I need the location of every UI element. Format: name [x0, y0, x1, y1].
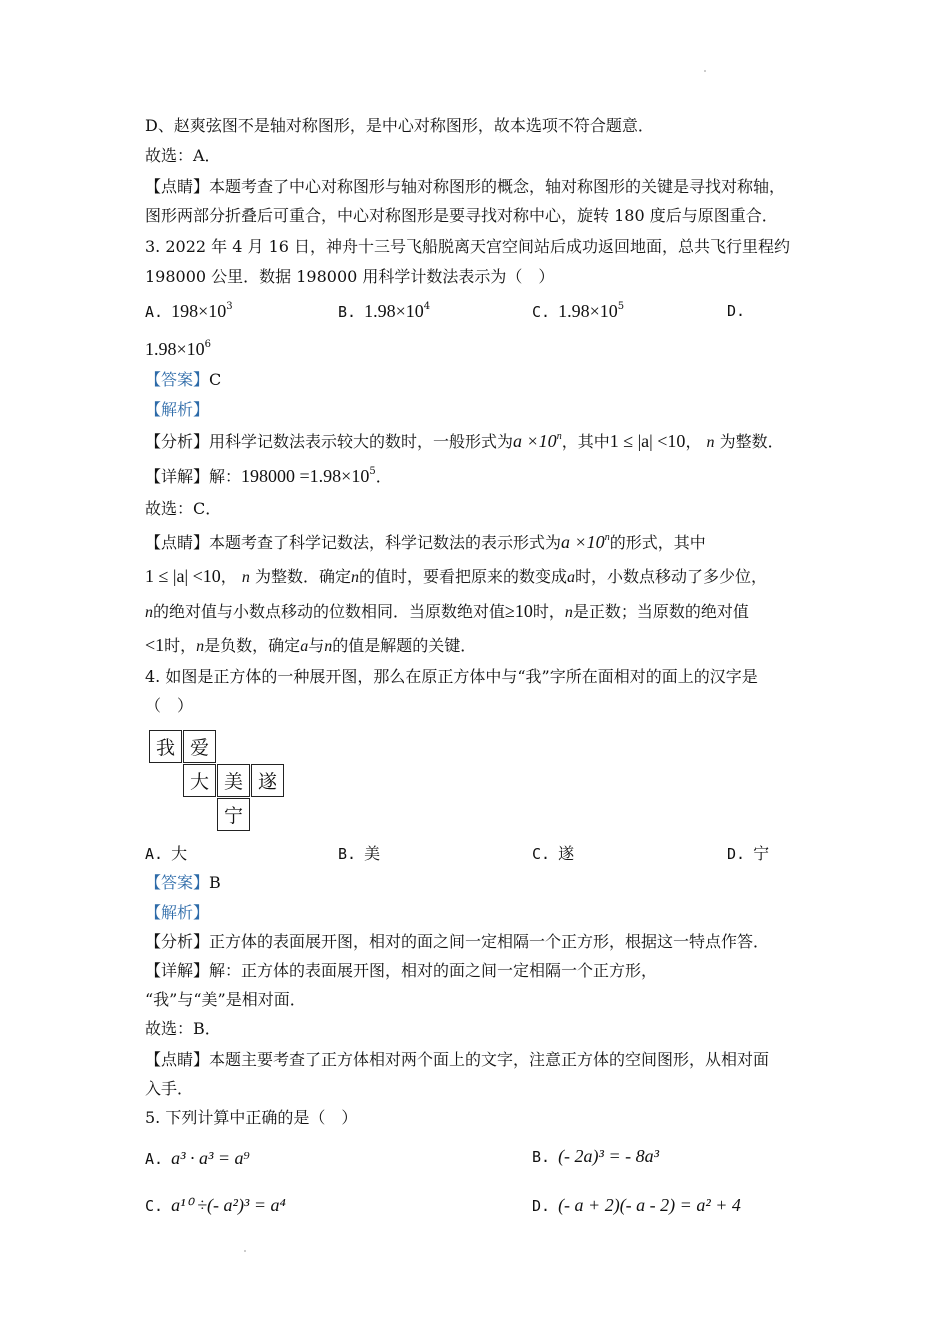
var-n: n	[241, 569, 250, 586]
option-b	[338, 300, 430, 323]
option-mark: C.	[145, 1197, 164, 1215]
cube-face: 美	[217, 764, 250, 797]
text-span: 是负数，确定	[204, 636, 301, 655]
text-line: 图形两部分折叠后可重合，中心对称图形是要寻找对称中心，旋转 180 度后与原图重合．	[145, 206, 778, 225]
text-line: 入手．	[145, 1079, 194, 1098]
var-n: n	[564, 604, 573, 621]
text-span: ，	[685, 432, 702, 451]
option-mark: B.	[338, 845, 357, 863]
option-d	[532, 1194, 741, 1217]
option-text: 宁	[753, 844, 770, 863]
text-span: 用科学记数法表示较大的数时，一般形式为	[209, 432, 514, 451]
option-formula: (- 2a)³ = - 8a³	[558, 1146, 659, 1166]
cube-face: 大	[183, 764, 216, 797]
option-a	[145, 1147, 250, 1170]
option-formula: 198×10	[171, 301, 227, 321]
exponent: 5	[617, 301, 625, 312]
option-formula: 1.98×10	[145, 339, 205, 359]
option-mark: A.	[145, 845, 164, 863]
var-a: a	[566, 569, 575, 586]
jiexi-tag: 【解析】	[145, 400, 210, 419]
option-d-formula	[145, 338, 211, 361]
option-b	[532, 1145, 659, 1168]
var-n: n	[196, 638, 205, 655]
option-mark: D.	[727, 302, 746, 320]
dianjing-tag: 【点睛】	[145, 177, 210, 196]
cube-face: 爱	[183, 730, 216, 763]
answer-line	[145, 369, 221, 391]
formula: ≥10	[505, 601, 533, 621]
exponent: 3	[226, 301, 233, 312]
cube-face: 遂	[251, 764, 284, 797]
dianjing-line	[145, 600, 749, 624]
option-formula: 1.98×10	[558, 301, 618, 321]
text-span: 的绝对值与小数点移动的位数相同．当原数绝对值	[153, 602, 506, 621]
answer-tag: 【答案】	[145, 873, 210, 892]
text-line: 故选：C．	[145, 499, 222, 518]
var-n: n	[145, 604, 153, 621]
text-span: 的形式，其中	[609, 533, 706, 552]
formula-text: a ×10	[513, 431, 557, 451]
var-n: n	[350, 569, 359, 586]
option-c	[145, 1194, 286, 1217]
option-a	[145, 843, 187, 865]
text-span: 本题考查了中心对称图形与轴对称图形的概念，轴对称图形的关键是寻找对称轴，	[209, 177, 786, 196]
var-a: a	[300, 638, 309, 655]
text-span: 为整数．	[719, 432, 784, 451]
option-d	[727, 300, 753, 322]
text-span: 解：	[209, 467, 242, 486]
exponent: 5	[369, 466, 376, 477]
analysis-line	[145, 931, 769, 953]
text-span: 解：正方体的表面展开图，相对的面之间一定相隔一个正方形，	[209, 961, 658, 980]
text-span: ，	[220, 567, 237, 586]
option-d	[727, 843, 769, 865]
text-span: 时，	[164, 636, 197, 655]
question-3-stem: 198000 公里．数据 198000 用科学计数法表示为（ ）	[145, 267, 555, 286]
formula-text: a ×10	[561, 532, 605, 552]
var-n: n	[706, 434, 715, 451]
detail-line	[145, 960, 657, 982]
dianjing-tag: 【点睛】	[145, 1050, 210, 1069]
option-a	[145, 300, 233, 323]
text-line: 故选：A．	[145, 146, 221, 165]
text-span: 的值时，要看把原来的数变成	[358, 567, 567, 586]
option-formula: a¹⁰ ÷(- a²)³ = a⁴	[171, 1195, 286, 1215]
text-line	[145, 176, 785, 198]
option-formula: (- a + 2)(- a - 2) = a² + 4	[558, 1195, 741, 1215]
option-mark: D.	[532, 1197, 551, 1215]
text-span: 时，	[532, 602, 565, 621]
text-span: 为整数．确定	[254, 567, 351, 586]
option-c	[532, 843, 574, 865]
option-mark: D.	[727, 845, 746, 863]
answer-line	[145, 872, 221, 894]
analysis-tag: 【分析】	[145, 432, 210, 451]
dianjing-line	[145, 1049, 769, 1071]
scan-dot	[244, 1250, 246, 1252]
formula-range: 1 ≤ |a| <10	[145, 566, 221, 586]
text-line: D、赵爽弦图不是轴对称图形，是中心对称图形，故本选项不符合题意．	[145, 116, 654, 135]
text-span: 是正数；当原数的绝对值	[572, 602, 749, 621]
answer-value: C	[209, 370, 222, 389]
option-mark: C.	[532, 845, 551, 863]
var-n: n	[324, 638, 333, 655]
option-mark: A.	[145, 1150, 164, 1168]
question-4-stem: （ ）	[145, 696, 194, 715]
formula: 198000 =1.98×10	[241, 466, 370, 486]
option-mark: C.	[532, 303, 551, 321]
option-text: 美	[364, 844, 381, 863]
formula-range: 1 ≤ |a| <10	[609, 431, 686, 451]
analysis-line	[145, 430, 784, 454]
exponent: 4	[423, 301, 431, 312]
text-span: 正方体的表面展开图，相对的面之间一定相隔一个正方形，根据这一特点作答．	[209, 932, 770, 951]
exponent: 6	[204, 339, 212, 350]
exponent: n	[604, 532, 610, 543]
option-mark: B.	[338, 303, 357, 321]
text-span: ，其中	[561, 432, 610, 451]
jiexi-tag: 【解析】	[145, 903, 210, 922]
answer-value: B	[209, 873, 221, 892]
question-4-stem: 4. 如图是正方体的一种展开图，那么在原正方体中与“我”字所在面相对的面上的汉字是	[145, 667, 758, 686]
answer-tag: 【答案】	[145, 370, 210, 389]
question-3-stem: 3. 2022 年 4 月 16 日，神舟十三号飞船脱离天宫空间站后成功返回地面，总共飞行里程约	[145, 237, 791, 256]
text-span: 本题主要考查了正方体相对两个面上的文字，注意正方体的空间图形，从相对面	[209, 1050, 770, 1069]
detail-tag: 【详解】	[145, 961, 210, 980]
text-span: 与	[308, 636, 325, 655]
dianjing-line	[145, 531, 706, 554]
detail-line	[145, 465, 392, 488]
dianjing-line	[145, 565, 767, 589]
text-span: 的值是解题的关键．	[332, 636, 477, 655]
option-formula: a³ · a³ = a⁹	[171, 1148, 250, 1168]
formula: <1	[145, 635, 165, 655]
option-b	[338, 843, 380, 865]
detail-tag: 【详解】	[145, 467, 210, 486]
text-span: 本题考查了科学记数法，科学记数法的表示形式为	[209, 533, 562, 552]
option-c	[532, 300, 624, 323]
option-text: 大	[171, 844, 188, 863]
formula	[513, 431, 562, 451]
dianjing-line	[145, 634, 476, 658]
formula	[561, 532, 610, 552]
option-mark: A.	[145, 303, 164, 321]
exponent: n	[556, 431, 562, 442]
cube-face: 我	[149, 730, 182, 763]
text-line: “我”与“美”是相对面．	[145, 990, 306, 1009]
dianjing-tag: 【点睛】	[145, 533, 210, 552]
option-mark: B.	[532, 1148, 551, 1166]
question-5-stem: 5. 下列计算中正确的是（ ）	[145, 1108, 358, 1127]
analysis-tag: 【分析】	[145, 932, 210, 951]
cube-net-figure	[149, 730, 289, 834]
text-line: 故选：B．	[145, 1019, 221, 1038]
scan-dot	[704, 70, 706, 72]
option-text: 遂	[558, 844, 575, 863]
cube-face: 宁	[217, 798, 250, 831]
option-formula: 1.98×10	[364, 301, 424, 321]
text-span: 时，小数点移动了多少位，	[574, 567, 767, 586]
text-span: ．	[375, 467, 392, 486]
